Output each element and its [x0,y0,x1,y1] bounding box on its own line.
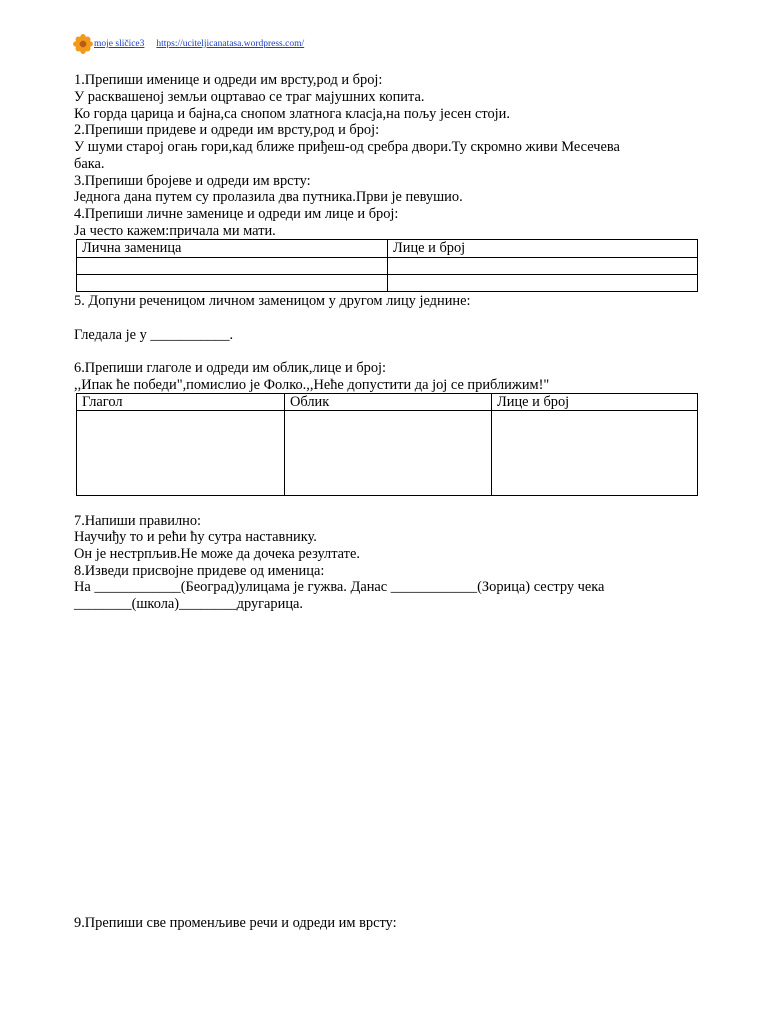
task-7-heading: 7.Напиши правилно: [74,513,202,529]
task-6-heading: 6.Препиши глаголе и одреди им облик,лице и број: [74,360,387,376]
task-3-sentence: Једнога дана путем су пролазила два путника.Први је певушио. [74,189,463,205]
answer-cell[interactable] [388,275,698,292]
verb-table-header-form: Облик [285,394,492,411]
header-link-images[interactable]: moje sličice3 [94,39,145,49]
task-1-heading: 1.Препиши именице и одреди им врсту,род и број: [74,72,383,88]
verb-table-header-person: Лице и број [492,394,698,411]
pronoun-table [76,239,698,292]
answer-cell[interactable] [388,258,698,275]
task-7-sentence-2: Он је нестрпљив.Не може да дочека резултате. [74,546,360,562]
answer-cell[interactable] [77,411,285,496]
task-2-sentence-1: У шуми старој огањ гори,кад ближе приђеш-од сребра двори.Ту скромно живи Месечева [74,139,620,155]
task-8-sentence-2: ________(школа)________другарица. [74,596,304,612]
header [73,34,304,54]
task-4-heading: 4.Препиши личне заменице и одреди им лице и број: [74,206,399,222]
task-1-sentence-1: У расквашеној земљи оцртавао се траг мајушних копита. [74,89,425,105]
pronoun-table-header-person: Лице и број [388,240,698,258]
answer-cell[interactable] [492,411,698,496]
task-2-heading: 2.Препиши придеве и одреди им врсту,род и број: [74,122,380,138]
task-4-sentence: Ја често кажем:причала ми мати. [74,223,276,239]
task-2-sentence-2: бака. [74,156,105,172]
header-link-website[interactable]: https://uciteljicanatasa.wordpress.com/ [156,39,305,49]
flower-icon [73,34,93,54]
task-5-heading: 5. Допуни реченицом личном заменицом у другом лицу једнине: [74,293,471,309]
answer-cell[interactable] [77,258,388,275]
answer-cell[interactable] [77,275,388,292]
answer-cell[interactable] [285,411,492,496]
task-7-sentence-1: Научиђу то и рећи ћу сутра наставнику. [74,529,317,545]
task-8-heading: 8.Изведи присвојне придеве од именица: [74,563,325,579]
task-6-sentence: ,,Ипак ће победи",помислио је Фолко.,,Неће допустити да јој се приближим!" [74,377,550,393]
task-5-sentence: Гледала је у ___________. [74,327,234,343]
task-3-heading: 3.Препиши бројеве и одреди им врсту: [74,173,311,189]
task-1-sentence-2: Ко горда царица и бајна,са снопом златнога класја,на пољу јесен стоји. [74,106,510,122]
task-9-heading: 9.Препиши све променљиве речи и одреди им врсту: [74,915,397,931]
task-8-sentence-1: На ____________(Београд)улицама је гужва. Данас ____________(Зорица) сестру чека [74,579,605,595]
verb-table [76,393,698,496]
pronoun-table-header-pronoun: Лична заменица [77,240,388,258]
verb-table-header-verb: Глагол [77,394,285,411]
